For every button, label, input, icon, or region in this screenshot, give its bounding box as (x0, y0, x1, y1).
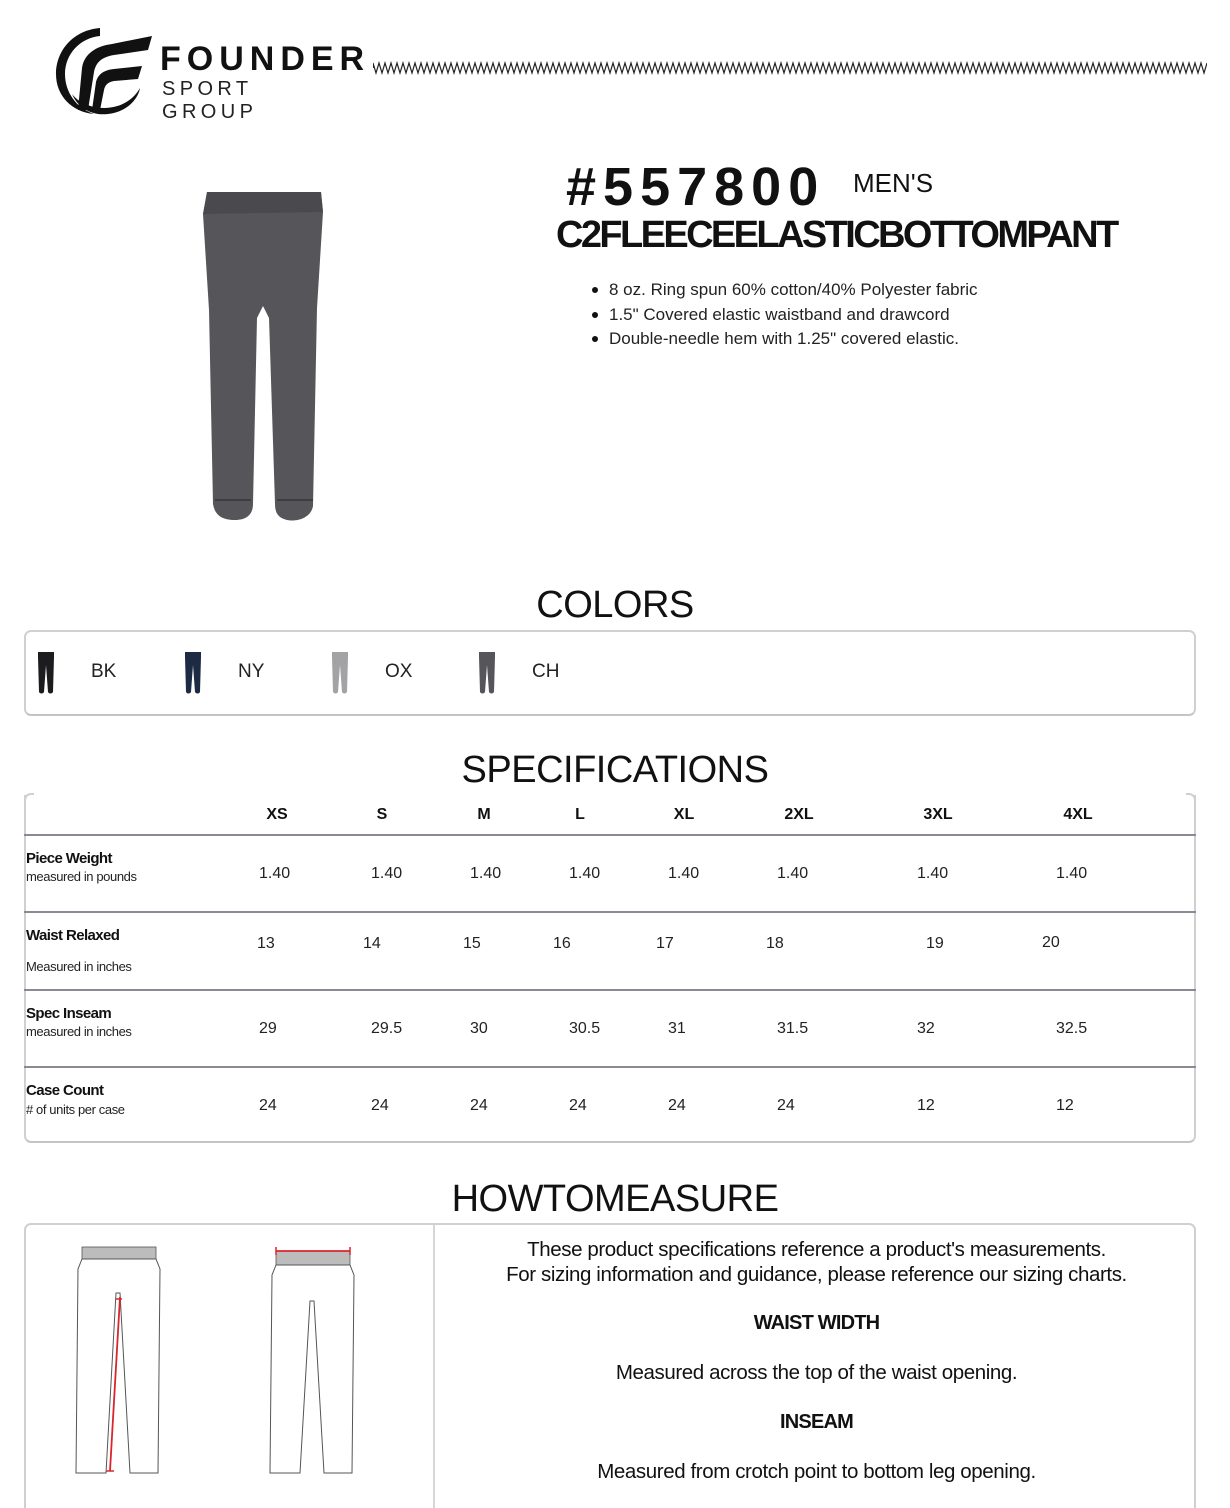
size-header-3xl: 3XL (923, 806, 953, 823)
size-header-xl: XL (673, 806, 695, 823)
table-cell: 16 (553, 935, 571, 952)
table-cell: 12 (917, 1097, 935, 1114)
table-cell: 1.40 (259, 865, 291, 882)
how-to-measure-title: HOWTOMEASURE (451, 1178, 779, 1220)
how-to-measure-panel (24, 1223, 1196, 1508)
row-sublabel: measured in pounds (26, 869, 137, 884)
color-code: CH (532, 661, 560, 682)
table-cell: 1.40 (371, 865, 403, 882)
size-header-s: S (376, 806, 388, 823)
table-cell: 15 (463, 935, 481, 952)
table-cell: 24 (371, 1097, 389, 1114)
inseam-heading: INSEAM (780, 1411, 853, 1433)
table-cell: 31 (668, 1020, 686, 1037)
table-cell: 12 (1056, 1097, 1074, 1114)
row-sublabel: # of units per case (26, 1102, 125, 1117)
table-cell: 24 (668, 1097, 686, 1114)
founder-f-logo-icon (52, 24, 152, 118)
brand-subtitle: SPORT GROUP (162, 78, 258, 123)
specifications-table (24, 795, 1196, 1143)
table-cell: 24 (259, 1097, 277, 1114)
color-swatch-bk[interactable] (36, 651, 117, 695)
size-header-2xl: 2XL (784, 806, 814, 823)
brand-logo (52, 24, 371, 123)
color-swatch-ny[interactable] (183, 651, 265, 695)
table-cell: 19 (926, 935, 944, 952)
size-header-m: M (477, 806, 491, 823)
inseam-text: Measured from crotch point to bottom leg opening. (597, 1460, 1036, 1483)
table-cell: 1.40 (569, 865, 601, 882)
table-cell: 24 (569, 1097, 587, 1114)
waist-width-heading: WAIST WIDTH (753, 1312, 880, 1334)
pant-swatch-icon (330, 651, 350, 695)
table-cell: 32.5 (1056, 1020, 1088, 1037)
product-name: C2FLEECEELASTICBOTTOMPANT (556, 214, 1117, 256)
color-code: BK (91, 661, 117, 682)
table-cell: 24 (777, 1097, 795, 1114)
table-cell: 20 (1042, 934, 1060, 951)
table-cell: 1.40 (668, 865, 700, 882)
table-divider (24, 989, 1196, 991)
waist-width-text: Measured across the top of the waist opening. (615, 1361, 1018, 1384)
decorative-zigzag-rule (373, 61, 1207, 75)
size-header-l: L (575, 806, 585, 823)
table-cell: 30 (470, 1020, 488, 1037)
color-code: NY (238, 661, 265, 682)
pant-swatch-icon (477, 651, 497, 695)
table-cell: 14 (363, 935, 381, 952)
waist-diagram (264, 1245, 360, 1479)
table-cell: 30.5 (569, 1020, 601, 1037)
row-label-piece-weight: Piece Weight (26, 850, 112, 867)
colors-title: COLORS (536, 584, 694, 626)
table-cell: 1.40 (1056, 865, 1088, 882)
pant-swatch-icon (183, 651, 203, 695)
inseam-diagram (70, 1245, 166, 1479)
row-label-case-count: Case Count (26, 1082, 104, 1099)
row-label-waist-relaxed: Waist Relaxed (26, 927, 120, 944)
table-cell: 1.40 (777, 865, 809, 882)
row-sublabel: Measured in inches (26, 959, 132, 974)
measure-intro (435, 1237, 1198, 1287)
table-cell: 29 (259, 1020, 277, 1037)
measure-intro-line: For sizing information and guidance, please reference our sizing charts. (506, 1263, 1127, 1286)
brand-name: FOUNDER (160, 40, 371, 78)
table-cell: 29.5 (371, 1020, 403, 1037)
style-number: #557800 (566, 157, 826, 217)
row-label-spec-inseam: Spec Inseam (26, 1005, 112, 1022)
product-photo (195, 188, 335, 528)
color-code: OX (385, 661, 413, 682)
row-sublabel: measured in inches (26, 1024, 132, 1039)
size-header-4xl: 4XL (1063, 806, 1093, 823)
table-cell: 1.40 (917, 865, 949, 882)
table-cell: 24 (470, 1097, 488, 1114)
table-cell: 17 (656, 935, 674, 952)
color-swatch-ox[interactable] (330, 651, 413, 695)
color-swatch-ch[interactable] (477, 651, 560, 695)
table-divider (24, 834, 1196, 836)
table-cell: 31.5 (777, 1020, 809, 1037)
feature-list (592, 278, 978, 352)
table-cell: 1.40 (470, 865, 502, 882)
specifications-title: SPECIFICATIONS (461, 749, 769, 791)
feature-item: Double-needle hem with 1.25" covered elastic. (592, 327, 978, 352)
table-cell: 13 (257, 935, 275, 952)
size-header-xs: XS (266, 806, 288, 823)
feature-item: 1.5" Covered elastic waistband and drawcord (592, 303, 978, 328)
measure-intro-line: These product specifications reference a product's measurements. (527, 1238, 1106, 1261)
table-cell: 18 (766, 935, 784, 952)
colors-panel (24, 630, 1196, 716)
gender-label: MEN'S (853, 168, 934, 198)
table-divider (24, 911, 1196, 913)
feature-item: 8 oz. Ring spun 60% cotton/40% Polyester fabric (592, 278, 978, 303)
pant-swatch-icon (36, 651, 56, 695)
table-divider (24, 1066, 1196, 1068)
table-cell: 32 (917, 1020, 935, 1037)
